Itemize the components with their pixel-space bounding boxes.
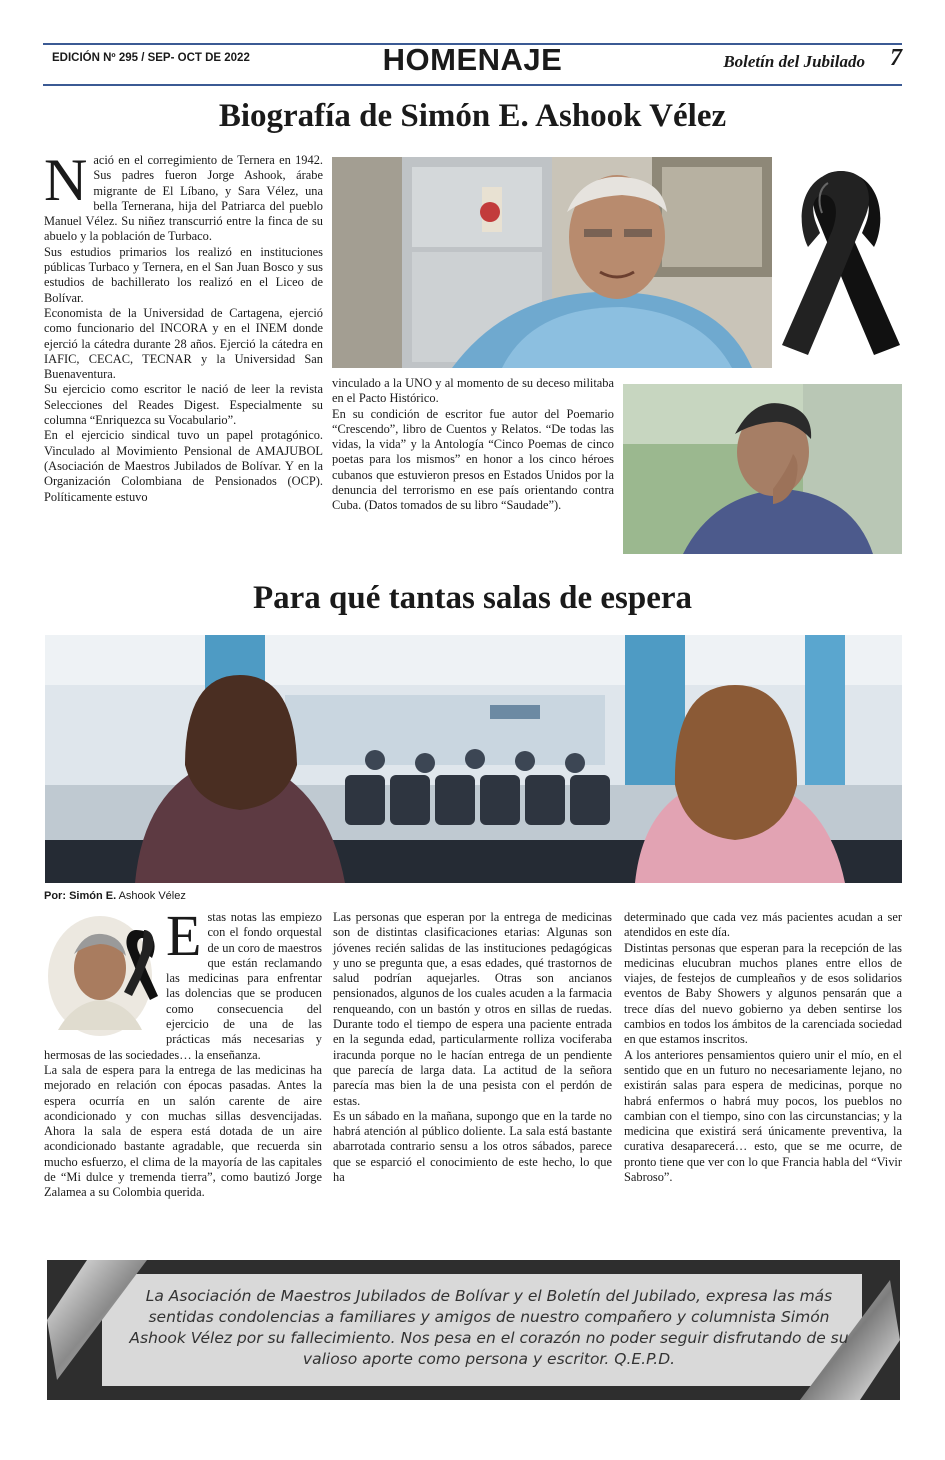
article2-intro: stas notas las empiezo con el fondo orquestal de un coro de maestros que están reclamando las medicinas para enfrentar las dolencias que se producen como consecuencia del ejercicio de una de las prácticas más necesarias y hermosas de las sociedades… la enseñanza. [44, 910, 322, 1062]
article1-title: Biografía de Simón E. Ashook Vélez [218, 98, 727, 134]
byline-rest: Ashook Vélez [118, 890, 186, 902]
article2-paragraph: Distintas personas que esperan para la recepción de las medicinas elucubran muchos planes entre ellos de viajes, de festejos de cumpleaños y de esos solidarios eventos de Baby Showers y algunos pensarán que a trece días del nuevo gobierno ya deben sentirse los cambios en todos los ámbitos de la carenciada sociedad en que estamos inscritos. [624, 940, 902, 1047]
thinking-photo [623, 384, 902, 554]
brand-name: Boletín del Jubilado [723, 52, 865, 71]
article1-column-2 [332, 376, 614, 514]
article1-paragraph: En su condición de escritor fue autor del Poemario “Crescendo”, libro de Cuentos y Relatos. “De todas las vidas, la vida” y la Antología “Cinco Poemas de cinco poetas para los mismos” en honor a los cinco héroes cubanos que estuvieron presos en Estados Unidos por la denuncia del terrorismo en ese país orientando contra Cuba. (Datos tomados de su libro “Saudade”). [332, 406, 614, 513]
edition-label: EDICIÓN Nº 295 / SEP- OCT DE 2022 [52, 52, 250, 64]
condolence-banner [47, 1260, 900, 1400]
article2-paragraph: determinado que cada vez más pacientes acudan a ser atendidos en este día. [624, 910, 902, 940]
byline-label: Por: [44, 890, 66, 902]
byline-name: Simón E. [69, 890, 117, 902]
waiting-room-photo [45, 635, 902, 883]
article1-paragraph: Economista de la Universidad de Cartagena, ejerció como funcionario del INCORA y en el INEM donde ejerció la cátedra durante 28 años. Ejerció la cátedra en IAFIC, CECAC, TECNAR y la Universidad San Buenaventura. [44, 305, 323, 382]
section-title: HOMENAJE [382, 42, 563, 77]
article1-paragraph: En el ejercicio sindical tuvo un papel protagónico. Vinculado al Movimiento Pensional de AMAJUBOL (Asociación de Maestros Jubilados de Bolívar. Y en la Organización Colombiana de Pensionados (OCP). Políticamente estuvo [44, 428, 323, 504]
condolence-text: La Asociación de Maestros Jubilados de Bolívar y el Boletín del Jubilado, expresa las más sentidas condolencias a familiares y amigos de nuestro compañero y columnista Simón Ashook Vélez por su fallecimiento. Nos pesa en el corazón no poder seguir disfrutando de su valioso aporte como persona y escritor. Q.E.P.D. [129, 1287, 849, 1368]
article2-paragraph: La sala de espera para la entrega de las medicinas ha mejorado en relación con épocas pasadas. Antes la espera ocurría en un salón carente de aire acondicionado y con muchas sillas desvencijadas. Ahora la sala de espera está dotada de un aire acondicionado bastante agradable, que recuerda sin mucho esfuerzo, el clima de la mayoría de las capitales de “Mi dulce y tremenda tierra”, como bautizó Jorge Zalamea a su Colombia querida. [44, 1062, 322, 1200]
page-number: 7 [890, 45, 902, 71]
article1-dropcap: N [44, 147, 88, 213]
portrait-photo [332, 157, 772, 368]
article2-paragraph: A los anteriores pensamientos quiero unir el mío, en el sentido que en un futuro no necesariamente lejano, no existirán salas para espera de medicinas, porque no habrá enfermos o habrá muy pocos, los pueblos no cambian con el tiempo, sino con las circunstancias; y la medicina que existirá será únicamente preventiva, la curativa desaparecerá… esto, que se me ocurre, de pronto tiene que ver con lo que Francia habla del “Vivir Sabroso”. [624, 1047, 902, 1185]
article2-column-2 [333, 910, 612, 1185]
article1-paragraph: vinculado a la UNO y al momento de su deceso militaba en el Pacto Histórico. [332, 376, 614, 406]
mourning-ribbon-icon [778, 163, 904, 358]
article2-column-3 [624, 910, 902, 1185]
article1-paragraph: ació en el corregimiento de Ternera en 1942. Sus padres fueron Jorge Ashook, árabe migrante de El Líbano, y Sara Vélez, una bella Ternerana, hija del Patriarca del pueblo Manuel Vélez. Su niñez transcurrió entre la finca de su abuelo y la población de Turbaco. [44, 153, 323, 244]
article2-title: Para qué tantas salas de espera [252, 580, 693, 616]
article2-dropcap: E [166, 903, 202, 968]
header-bottom-rule [43, 84, 902, 86]
article2-paragraph: Las personas que esperan por la entrega de medicinas son de distintas clasificaciones etarias: Algunas son jóvenes recién salidas de las instituciones pedagógicas y uno se pregunta que, a esas edades, qué trastornos de salud podrían aquejarles. Otras son ancianos pensionados, algunos de los cuales acuden a la farmacia renqueando, con un bastón y otros en sillas de ruedas. Durante todo el tiempo de espera una paciente entrada en la segunda edad, particularmente rolliza vociferaba iracunda porque no le hacían entrega de un pendiente que parecía de larga data. La actitud de la señora parecía mas bien la de una pesista con el perdón de estas. [333, 910, 612, 1108]
article2-column-1 [44, 903, 322, 1201]
article1-paragraph: Sus estudios primarios los realizó en instituciones públicas Turbaco y Ternera, en el San Juan Bosco y sus estudios de bachillerato los realizó en el Liceo de Bolívar. [44, 244, 323, 305]
byline [44, 890, 186, 902]
article2-paragraph: Es un sábado en la mañana, supongo que en la tarde no habrá atención al público doliente. La sala está bastante abarrotada contrario sensu a los otros sábados, parece que se esparció el conocimiento de este hecho, lo que ha [333, 1108, 612, 1185]
article1-column-1 [44, 147, 323, 505]
article1-paragraph: Su ejercicio como escritor le nació de leer la revista Selecciones del Reades Digest. Especialmente su columna “Enriquezca su Vocabulario”. [44, 382, 323, 428]
